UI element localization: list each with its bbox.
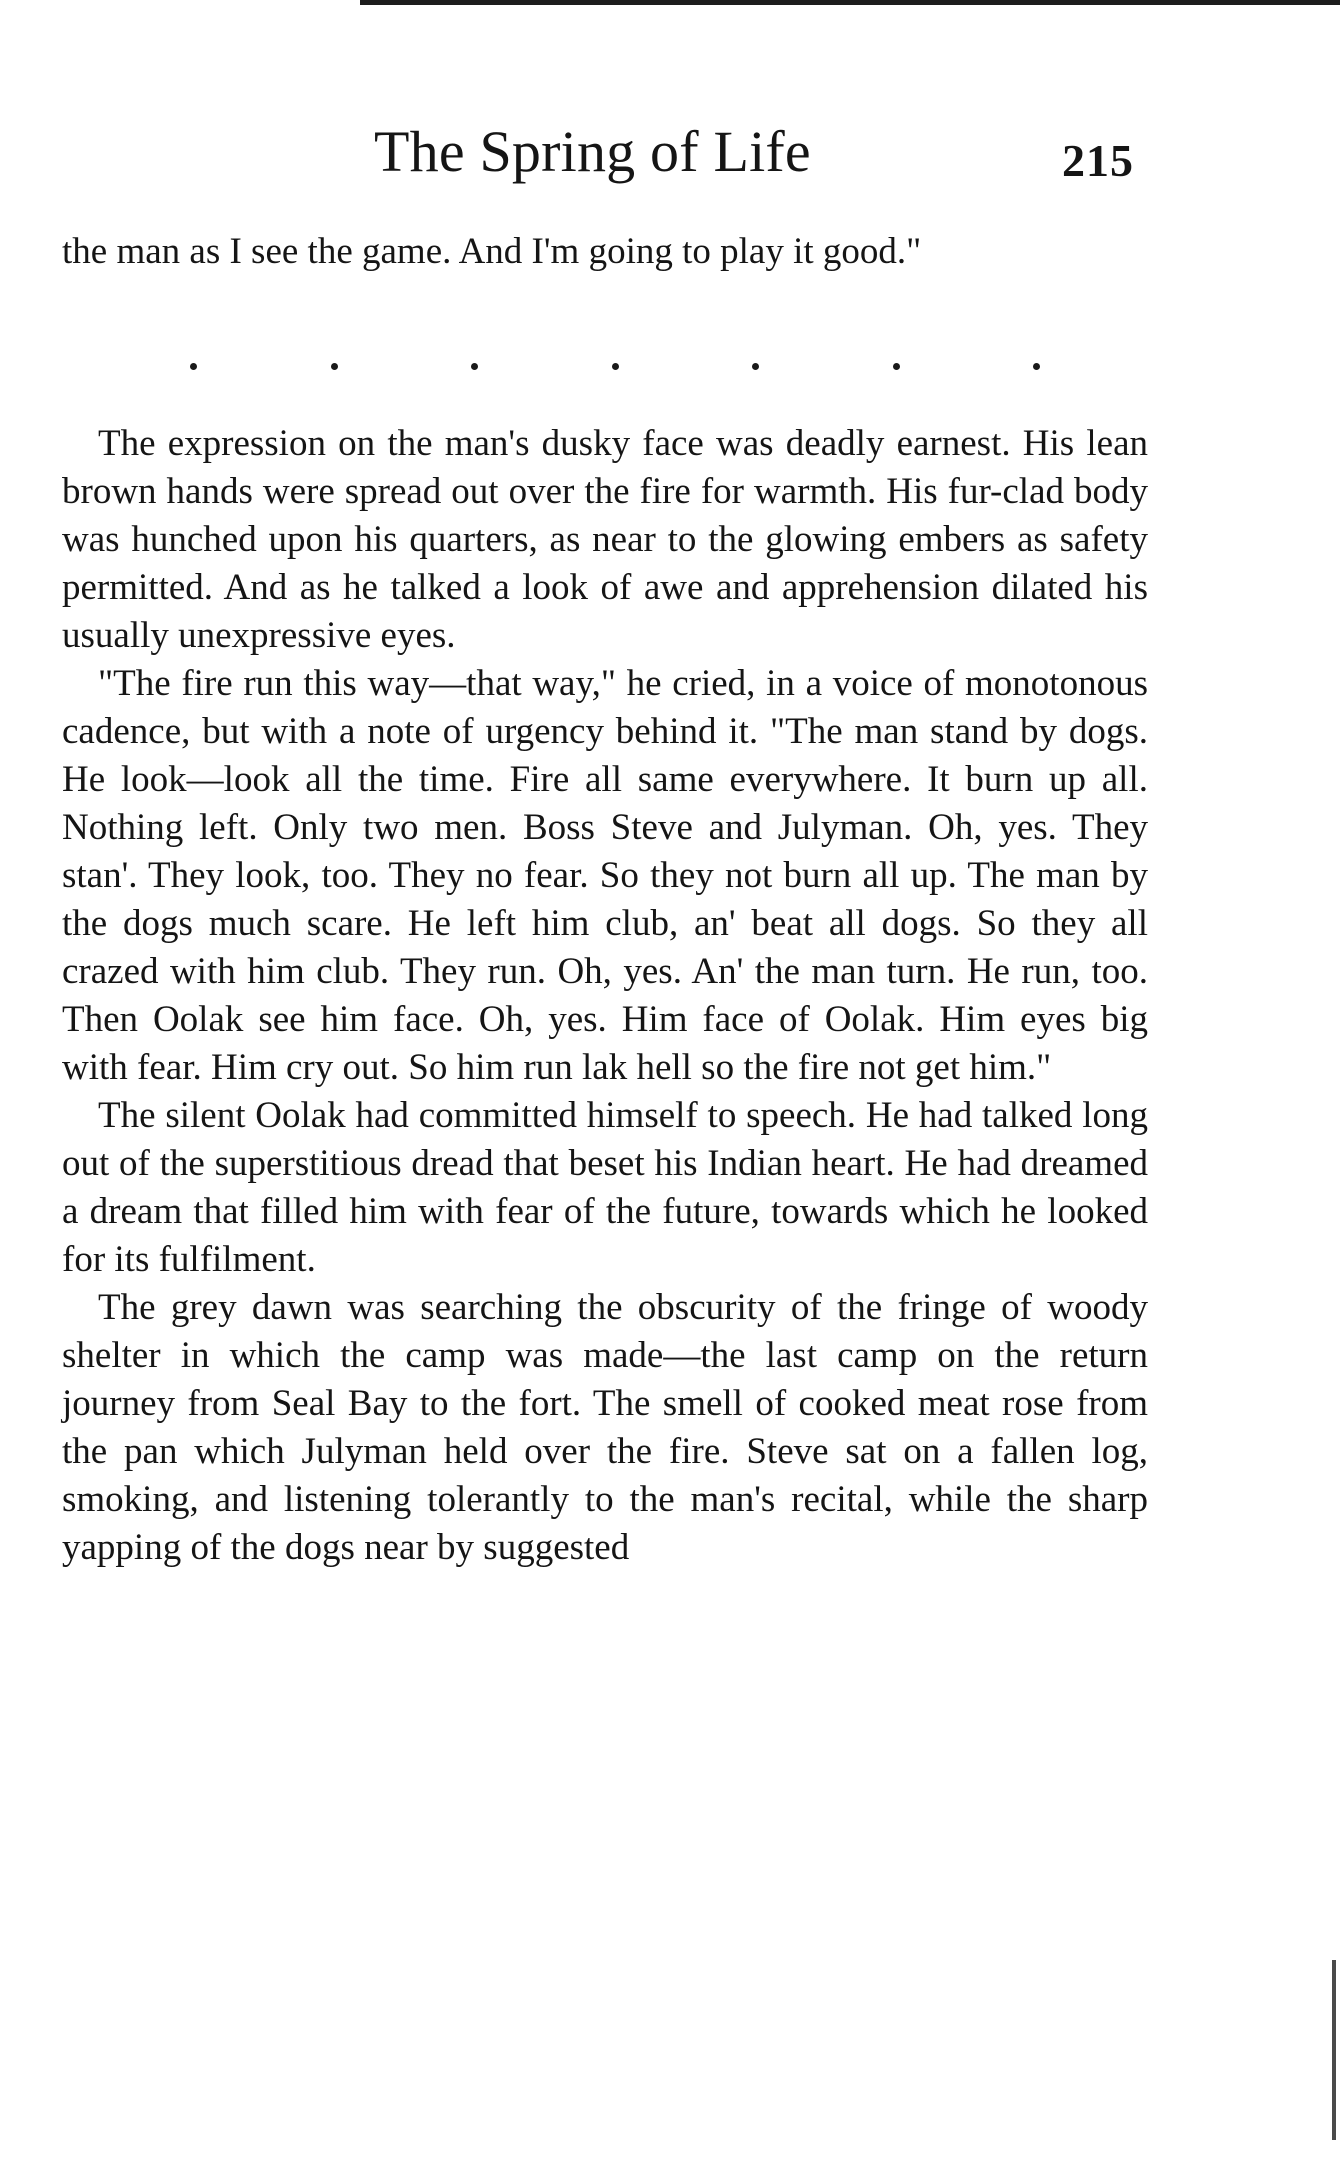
opening-fragment: [62, 228, 1148, 276]
page-header: [0, 116, 1340, 196]
paragraph-expression: The expression on the man's dusky face was deadly earnest. His lean brown hands were spread out over the fire for warmth. His fur-clad body was hunched upon his quarters, as near to the glowing embers as safety permitted. And as he talked a look of awe and apprehension dilated his usually unexpressive eyes.: [62, 423, 1148, 656]
paragraph-silent-oolak: The silent Oolak had committed himself to speech. He had talked long out of the superstitious dread that beset his Indian heart. He had dreamed a dream that filled him with fear of the future, towards which he looked for its fulfilment.: [62, 1095, 1148, 1280]
separator-dot: [752, 363, 759, 370]
page-edge-mark: [1332, 1960, 1336, 2140]
paragraph-continuation: the man as I see the game. And I'm going to play it good.": [62, 231, 922, 272]
top-edge-rule: [360, 0, 1340, 5]
section-break-dots: [190, 356, 1040, 376]
separator-dot: [190, 363, 197, 370]
page-number: 215: [1062, 135, 1134, 186]
separator-dot: [893, 363, 900, 370]
running-title: The Spring of Life: [374, 119, 811, 184]
separator-dot: [331, 363, 338, 370]
main-text-block: [62, 420, 1148, 1572]
paragraph-grey-dawn: The grey dawn was searching the obscurity of the fringe of woody shelter in which the camp was made—the last camp on the return journey from Seal Bay to the fort. The smell of cooked meat rose from the pan which Julyman held over the fire. Steve sat on a fallen log, smoking, and listening tolerantly to the man's recital, while the sharp yapping of the dogs near by suggested: [62, 1287, 1148, 1568]
separator-dot: [471, 363, 478, 370]
paragraph-oolak-speech: "The fire run this way—that way," he cried, in a voice of monotonous cadence, but with a note of urgency behind it. "The man stand by dogs. He look—look all the time. Fire all same everywhere. It burn up all. Nothing left. Only two men. Boss Steve and Julyman. Oh, yes. They stan'. They look, too. They no fear. So they not burn all up. The man by the dogs much scare. He left him club, an' beat all dogs. So they all crazed with him club. They run. Oh, yes. An' the man turn. He run, too. Then Oolak see him face. Oh, yes. Him face of Oolak. Him eyes big with fear. Him cry out. So him run lak hell so the fire not get him.": [62, 663, 1148, 1088]
separator-dot: [1033, 363, 1040, 370]
separator-dot: [612, 363, 619, 370]
